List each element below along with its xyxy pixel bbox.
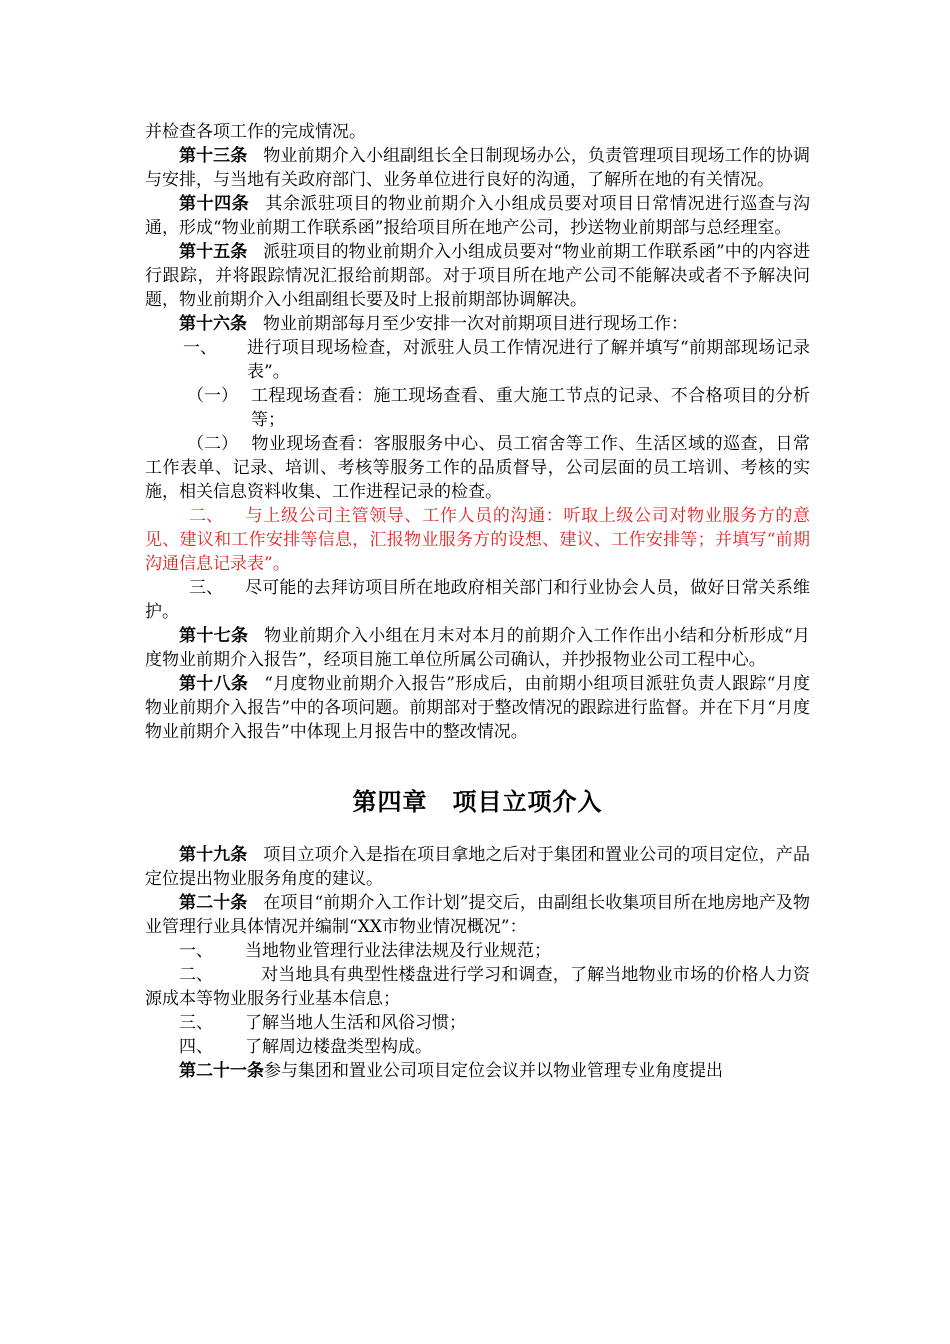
document-page xyxy=(145,120,810,1083)
article-label: 第十三条 xyxy=(179,146,248,166)
chapter-heading: 第四章 项目立项介入 xyxy=(352,788,603,816)
article-text: 在项目“前期介入工作计划”提交后，由副组长收集项目所在地房地产及物业管理行业具体情况并编制“XX市物业情况概况”： xyxy=(145,893,810,937)
article-label: 第二十条 xyxy=(179,893,248,913)
article-text: 物业前期介入小组副组长全日制现场办公，负责管理项目现场工作的协调与安排，与当地有关政府部门、业务单位进行良好的沟通，了解所在地的有关情况。 xyxy=(145,146,810,190)
list-item xyxy=(145,576,810,624)
article-label: 第十五条 xyxy=(179,242,248,262)
article-17 xyxy=(145,624,810,672)
list-number: 四、 xyxy=(179,1037,213,1057)
article-label: 第十九条 xyxy=(179,845,248,865)
list-text: 与上级公司主管领导、工作人员的沟通：听取上级公司对物业服务方的意见、建议和工作安排等信息，汇报物业服务方的设想、建议、工作安排等；并填写“前期沟通信息记录表”。 xyxy=(145,506,810,574)
article-text: “月度物业前期介入报告”形成后，由前期小组项目派驻负责人跟踪“月度物业前期介入报告”中的各项问题。前期部对于整改情况的跟踪进行监督。并在下月“月度物业前期介入报告”中体现上月报告中的整改情况。 xyxy=(145,674,810,742)
list-item xyxy=(145,963,810,1011)
list-text: 了解周边楼盘类型构成。 xyxy=(245,1037,432,1057)
article-21 xyxy=(145,1059,810,1083)
list-text: 当地物业管理行业法律法规及行业规范； xyxy=(245,941,551,961)
list-number: 一、 xyxy=(183,338,217,358)
sub-list-item xyxy=(145,432,810,504)
article-18 xyxy=(145,672,810,744)
list-text: 了解当地人生活和风俗习惯； xyxy=(245,1013,466,1033)
list-text: 进行项目现场检查，对派驻人员工作情况进行了解并填写“前期部现场记录表”。 xyxy=(247,338,810,382)
article-text: 派驻项目的物业前期介入小组成员要对“物业前期工作联系函”中的内容进行跟踪，并将跟踪情况汇报给前期部。对于项目所在地产公司不能解决或者不予解决问题，物业前期介入小组副组长要及时上报前期部协调解决。 xyxy=(145,242,810,310)
article-text: 项目立项介入是指在项目拿地之后对于集团和置业公司的项目定位，产品定位提出物业服务角度的建议。 xyxy=(145,845,810,889)
paragraph-continuation: 并检查各项工作的完成情况。 xyxy=(145,122,366,142)
list-item-highlighted xyxy=(145,504,810,576)
list-number: 二、 xyxy=(189,506,223,526)
article-20 xyxy=(145,891,810,939)
list-number: （一） xyxy=(187,386,238,406)
article-label: 第十六条 xyxy=(179,314,247,334)
list-item xyxy=(145,336,810,384)
list-item xyxy=(145,939,810,963)
list-text: 对当地具有典型性楼盘进行学习和调查，了解当地物业市场的价格人力资源成本等物业服务行业基本信息； xyxy=(145,965,810,1009)
article-text: 其余派驻项目的物业前期介入小组成员要对项目日常情况进行巡查与沟通，形成“物业前期工作联系函”报给项目所在地产公司，抄送物业前期部与总经理室。 xyxy=(145,194,811,238)
article-text: 物业前期部每月至少安排一次对前期项目进行现场工作： xyxy=(263,314,688,334)
list-item xyxy=(145,1035,810,1059)
article-text: 物业前期介入小组在月末对本月的前期介入工作作出小结和分析形成“月度物业前期介入报告”，经项目施工单位所属公司确认，并抄报物业公司工程中心。 xyxy=(145,626,810,670)
article-label: 第十七条 xyxy=(179,626,249,646)
article-16 xyxy=(145,312,810,336)
list-number: 一、 xyxy=(179,941,213,961)
article-text: 参与集团和置业公司项目定位会议并以物业管理专业角度提出 xyxy=(264,1061,723,1081)
list-number: （二） xyxy=(187,434,238,454)
article-14 xyxy=(145,192,810,240)
article-19 xyxy=(145,843,810,891)
list-text: 物业现场查看：客服服务中心、员工宿舍等工作、生活区域的巡查，日常工作表单、记录、培训、考核等服务工作的品质督导，公司层面的员工培训、考核的实施，相关信息资料收集、工作进程记录的检查。 xyxy=(145,434,810,502)
article-15 xyxy=(145,240,810,312)
sub-list-item xyxy=(145,384,810,432)
article-13 xyxy=(145,144,810,192)
list-text: 尽可能的去拜访项目所在地政府相关部门和行业协会人员，做好日常关系维护。 xyxy=(145,578,810,622)
list-text: 工程现场查看：施工现场查看、重大施工节点的记录、不合格项目的分析等； xyxy=(251,386,810,430)
article-label: 第十四条 xyxy=(179,194,250,214)
list-number: 三、 xyxy=(179,1013,213,1033)
list-item xyxy=(145,1011,810,1035)
article-label: 第二十一条 xyxy=(179,1061,264,1081)
list-number: 三、 xyxy=(189,578,223,598)
article-label: 第十八条 xyxy=(179,674,249,694)
list-number: 二、 xyxy=(179,965,213,985)
